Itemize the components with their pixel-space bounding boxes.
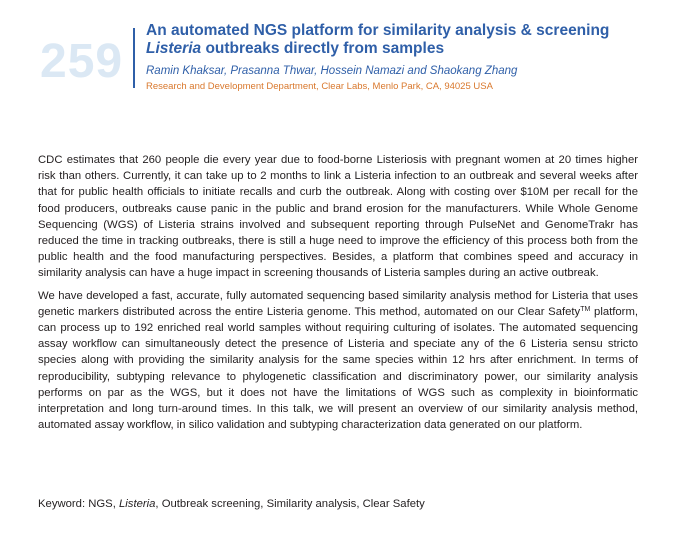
keyword-line <box>38 496 638 512</box>
header-divider <box>133 28 135 88</box>
title-italic-word: Listeria <box>146 40 202 57</box>
keyword-rest: , Outbreak screening, Similarity analysis, Clear Safety <box>155 498 425 510</box>
keyword-prefix: Keyword: NGS, <box>38 498 119 510</box>
trademark-symbol: TM <box>580 305 591 313</box>
title-line-2 <box>146 40 656 58</box>
author-list: Ramin Khaksar, Prasanna Thwar, Hossein Namazi and Shaokang Zhang <box>146 65 518 77</box>
keyword-italic: Listeria <box>119 498 156 510</box>
abstract-body <box>38 152 638 439</box>
abstract-number: 259 <box>40 35 124 88</box>
paragraph-2-part-2: platform, can process up to 192 enriched real world samples without requiring culturing of isolates. The automated sequencing assay workflow can simultaneously detect the presence of Listeria and speciate any of the 6 Listeria sensu stricto species along with providing the similarity analysis for the same species within 12 hrs after enrichment. In terms of reproducibility, subtyping relevance to phylogenetic classification and discriminatory power, our similarity analysis performs on par as the WGS, but it does not have the limitations of WGS such as complexity in bioinformatic interpretation and long turn-around times. In this talk, we will present an overview of our similarity analysis method, automated assay workflow, in silico validation and subtyping characterization data generated on our platform. <box>38 305 638 432</box>
affiliation: Research and Development Department, Clear Labs, Menlo Park, CA, 94025 USA <box>146 81 493 92</box>
abstract-paragraph-2 <box>38 288 638 434</box>
paragraph-2-part-1: We have developed a fast, accurate, fully automated sequencing based similarity analysis method for Listeria that uses genetic markers distributed across the entire Listeria genome. This method, automated on our Clear Safety <box>38 289 638 318</box>
title-line-1: An automated NGS platform for similarity analysis & screening <box>146 22 610 39</box>
paper-title <box>146 22 656 58</box>
abstract-paragraph-1: CDC estimates that 260 people die every year due to food-borne Listeriosis with pregnant women at 20 times higher risk than others. Currently, it can take up to 2 months to link a Listeria infection to an outbreak and several weeks after that for public health officials to initiate recalls and curb the outbreak. Along with costing over $10M per recall for the food producers, outbreaks cause panic in the public and brand erosion for the manufacturers. While Whole Genome Sequencing (WGS) of Listeria strains involved and subsequent reporting through PulseNet and GenomeTrakr has reduced the time in tracking outbreaks, there is still a huge need to improve the efficiency of this process both from the public health and the food manufacturing perspectives. Besides, a platform that combines speed and accuracy in similarity analysis can have a huge impact in screening thousands of Listeria samples during an active outbreak. <box>38 154 638 280</box>
title-line-2-rest: outbreaks directly from samples <box>201 40 445 57</box>
abstract-header <box>38 22 648 102</box>
